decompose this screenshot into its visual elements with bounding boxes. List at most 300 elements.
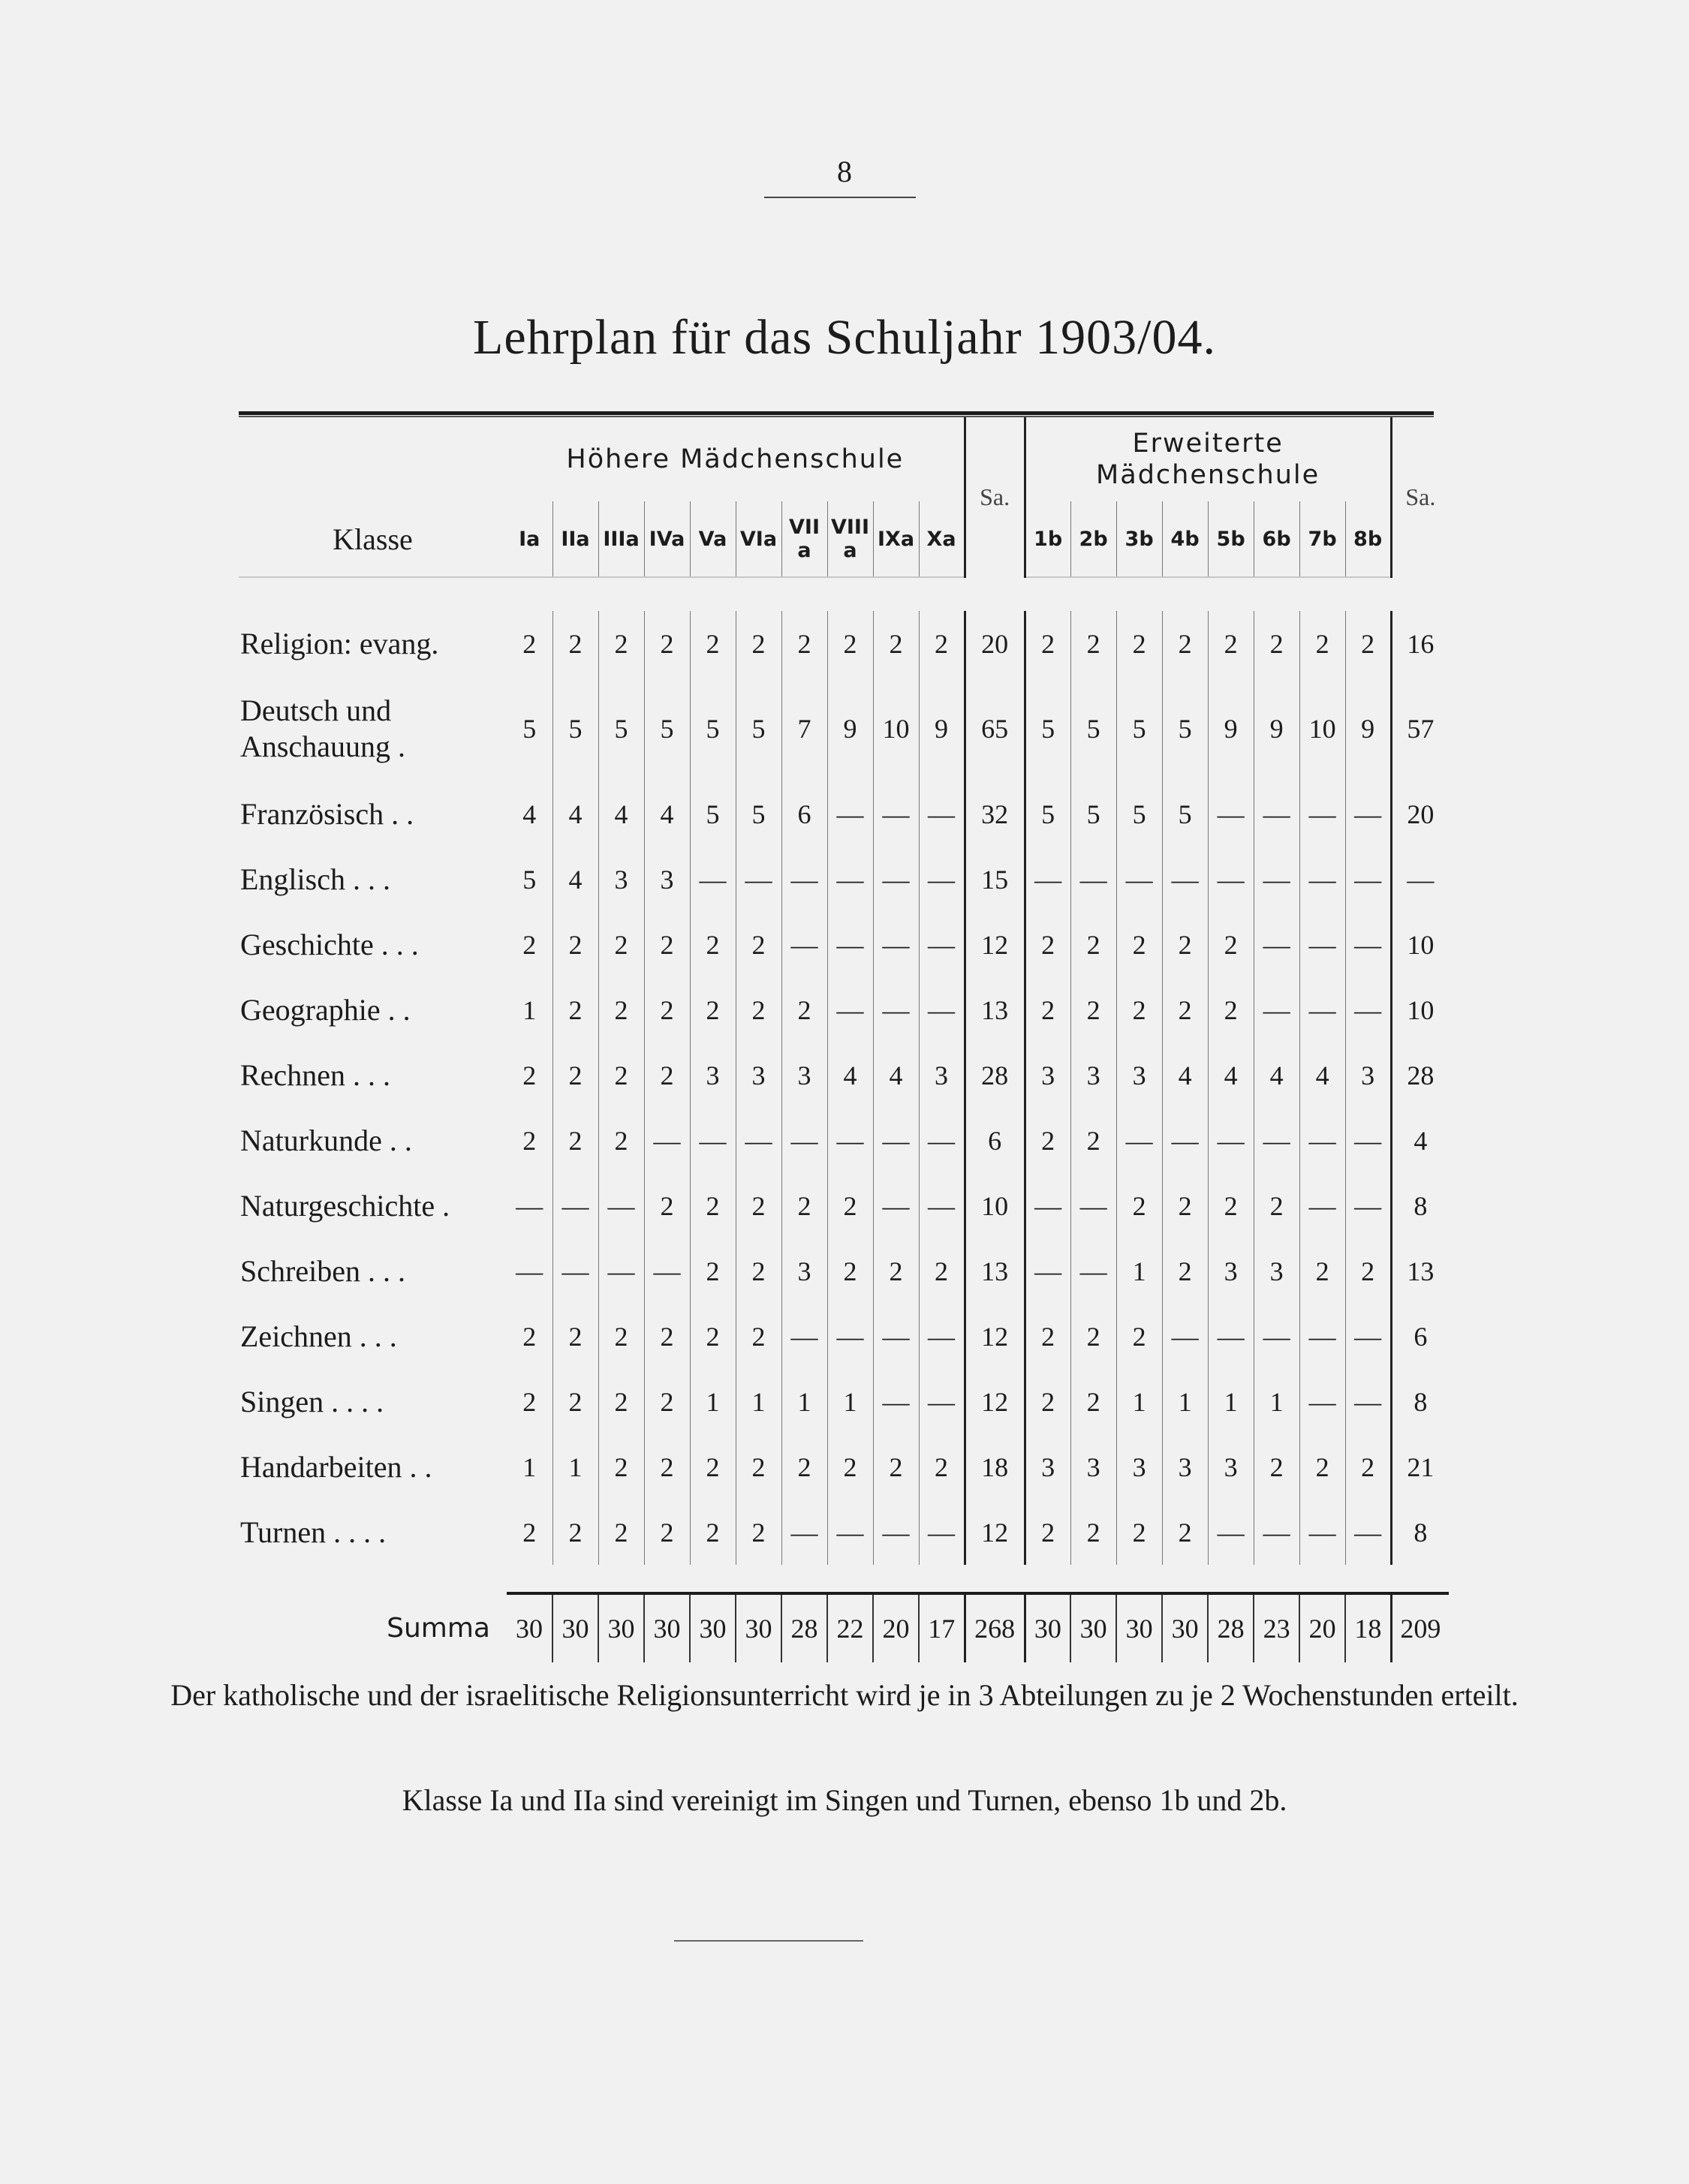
hours-cell: 2 — [736, 1500, 781, 1565]
hours-cell: — — [919, 977, 965, 1042]
hours-cell: 5 — [736, 781, 781, 847]
hours-cell: 28 — [1208, 1593, 1254, 1662]
hours-cell: 2 — [873, 611, 919, 676]
sum2-header: Sa. — [1391, 417, 1449, 577]
hours-cell: 2 — [736, 1238, 781, 1304]
hours-cell: 2 — [827, 1434, 873, 1500]
sum1-cell: 268 — [965, 1593, 1025, 1662]
subject-row — [239, 1500, 1449, 1565]
hours-cell: 2 — [1116, 1500, 1162, 1565]
hours-cell: 2 — [736, 977, 781, 1042]
hours-cell: 2 — [690, 1500, 736, 1565]
hours-cell: 2 — [736, 611, 781, 676]
hours-cell: — — [1025, 847, 1070, 912]
hours-cell: 2 — [1208, 611, 1254, 676]
hours-cell: 2 — [1025, 611, 1070, 676]
hours-cell: — — [1116, 847, 1162, 912]
row-label: Geographie . . — [240, 993, 411, 1027]
hours-cell: — — [1254, 847, 1299, 912]
row-label: Schreiben . . . — [240, 1254, 405, 1288]
hours-cell: 5 — [690, 781, 736, 847]
hours-cell: — — [1299, 977, 1345, 1042]
hours-cell: — — [507, 1173, 552, 1238]
hours-cell: 2 — [1162, 1173, 1208, 1238]
hours-cell: 2 — [781, 611, 827, 676]
hours-cell: 10 — [1299, 676, 1345, 781]
hours-cell: — — [1162, 1108, 1208, 1173]
hours-cell: — — [1162, 1304, 1208, 1369]
row-label: Handarbeiten . . — [240, 1450, 432, 1484]
hours-cell: — — [1208, 1108, 1254, 1173]
hours-cell: — — [1299, 1173, 1345, 1238]
hours-cell: — — [873, 781, 919, 847]
hours-cell: 2 — [644, 1173, 690, 1238]
col-header-4a: IVa — [644, 501, 690, 577]
hours-cell: — — [644, 1108, 690, 1173]
sum2-cell: 16 — [1391, 611, 1449, 676]
hours-cell: 2 — [1025, 1369, 1070, 1434]
hours-cell: 2 — [1070, 1304, 1116, 1369]
hours-cell: — — [507, 1238, 552, 1304]
hours-cell: — — [1299, 1108, 1345, 1173]
subject-row — [239, 1108, 1449, 1173]
hours-cell: 2 — [736, 912, 781, 977]
col-header-6a: VIa — [736, 501, 781, 577]
sum1-cell: 10 — [965, 1173, 1025, 1238]
hours-cell: 9 — [1254, 676, 1299, 781]
hours-cell: 30 — [507, 1593, 552, 1662]
sum1-cell: 12 — [965, 1304, 1025, 1369]
hours-cell: 2 — [736, 1173, 781, 1238]
sum2-cell: 10 — [1391, 977, 1449, 1042]
col-header-2b: 2b — [1070, 501, 1116, 577]
hours-cell: — — [827, 1500, 873, 1565]
hours-cell: 30 — [1162, 1593, 1208, 1662]
hours-cell: 2 — [598, 1369, 644, 1434]
hours-cell: — — [919, 1369, 965, 1434]
hours-cell: 2 — [507, 1304, 552, 1369]
hours-cell: 3 — [1025, 1434, 1070, 1500]
hours-cell: 4 — [1299, 1042, 1345, 1108]
hours-cell: 2 — [1208, 977, 1254, 1042]
bottom-rule — [674, 1940, 863, 1942]
col-header-8b: 8b — [1345, 501, 1391, 577]
hours-cell: 1 — [552, 1434, 598, 1500]
hours-cell: 2 — [690, 1238, 736, 1304]
hours-cell: 9 — [1345, 676, 1391, 781]
sum1-cell: 12 — [965, 1369, 1025, 1434]
hours-cell: 2 — [552, 611, 598, 676]
hours-cell: 20 — [1299, 1593, 1345, 1662]
hours-cell: 3 — [598, 847, 644, 912]
hours-cell: 2 — [781, 1173, 827, 1238]
hours-cell: 3 — [644, 847, 690, 912]
hours-cell: — — [781, 847, 827, 912]
hours-cell: 2 — [1025, 1304, 1070, 1369]
hours-cell: 3 — [1070, 1434, 1116, 1500]
hours-cell: — — [919, 1304, 965, 1369]
subject-row — [239, 676, 1449, 781]
sum2-cell: 21 — [1391, 1434, 1449, 1500]
hours-cell: — — [598, 1238, 644, 1304]
hours-cell: — — [1208, 1500, 1254, 1565]
hours-cell: 3 — [1116, 1434, 1162, 1500]
hours-cell: 2 — [1025, 912, 1070, 977]
hours-cell: — — [1025, 1173, 1070, 1238]
hours-cell: 5 — [1025, 781, 1070, 847]
hours-cell: — — [736, 847, 781, 912]
hours-cell: 5 — [598, 676, 644, 781]
hours-cell: 4 — [873, 1042, 919, 1108]
hours-cell: 1 — [1162, 1369, 1208, 1434]
hours-cell: 1 — [1254, 1369, 1299, 1434]
hours-cell: — — [1208, 781, 1254, 847]
hours-cell: 1 — [507, 977, 552, 1042]
hours-cell: — — [827, 1108, 873, 1173]
hours-cell: — — [1070, 847, 1116, 912]
hours-cell: — — [552, 1173, 598, 1238]
subject-row — [239, 912, 1449, 977]
hours-cell: 4 — [827, 1042, 873, 1108]
hours-cell: 2 — [644, 1500, 690, 1565]
sum1-cell: 20 — [965, 611, 1025, 676]
col-header-2a: IIa — [552, 501, 598, 577]
hours-cell: 3 — [919, 1042, 965, 1108]
hours-cell: 2 — [552, 1042, 598, 1108]
sum2-cell: 57 — [1391, 676, 1449, 781]
hours-cell: 5 — [1025, 676, 1070, 781]
hours-cell: 2 — [690, 1173, 736, 1238]
hours-cell: 2 — [507, 1042, 552, 1108]
row-label: Englisch . . . — [240, 862, 390, 896]
hours-cell: 2 — [598, 1500, 644, 1565]
hours-cell: 2 — [1116, 611, 1162, 676]
hours-cell: 2 — [1345, 611, 1391, 676]
col-header-7b: 7b — [1299, 501, 1345, 577]
hours-cell: 4 — [644, 781, 690, 847]
row-label: Naturkunde . . — [240, 1124, 412, 1157]
hours-cell: 4 — [1254, 1042, 1299, 1108]
hours-cell: 2 — [507, 912, 552, 977]
sum2-cell: 13 — [1391, 1238, 1449, 1304]
hours-cell: — — [781, 1108, 827, 1173]
hours-cell: — — [873, 912, 919, 977]
hours-cell: 2 — [1025, 1108, 1070, 1173]
hours-cell: — — [1070, 1173, 1116, 1238]
curriculum-table — [239, 417, 1449, 1662]
sum1-cell: 18 — [965, 1434, 1025, 1500]
hours-cell: 2 — [1025, 977, 1070, 1042]
hours-cell: — — [827, 1304, 873, 1369]
hours-cell: 5 — [507, 676, 552, 781]
hours-cell: 2 — [644, 611, 690, 676]
col-header-1b: 1b — [1025, 501, 1070, 577]
subject-row — [239, 781, 1449, 847]
note-religion: Der katholische und der israelitische Religionsunterricht wird je in 3 Abteilungen zu je 2 Wochenstunden erteilt. — [170, 1678, 1519, 1712]
hours-cell: 2 — [1299, 1238, 1345, 1304]
hours-cell: 2 — [1116, 912, 1162, 977]
hours-cell: — — [644, 1238, 690, 1304]
hours-cell: — — [873, 1108, 919, 1173]
sum2-cell: 6 — [1391, 1304, 1449, 1369]
hours-cell: 2 — [507, 1108, 552, 1173]
hours-cell: — — [1345, 912, 1391, 977]
hours-cell: — — [873, 847, 919, 912]
hours-cell: 9 — [919, 676, 965, 781]
hours-cell: — — [1299, 1369, 1345, 1434]
row-label: Zeichnen . . . — [240, 1319, 397, 1353]
hours-cell: 3 — [1025, 1042, 1070, 1108]
hours-cell: — — [827, 781, 873, 847]
hours-cell: 2 — [598, 1434, 644, 1500]
hours-cell: 2 — [1208, 1173, 1254, 1238]
hours-cell: 2 — [827, 1173, 873, 1238]
hours-cell: — — [827, 912, 873, 977]
col-header-3a: IIIa — [598, 501, 644, 577]
summa-row — [239, 1593, 1449, 1662]
sum1-cell: 13 — [965, 1238, 1025, 1304]
hours-cell: — — [1345, 1108, 1391, 1173]
hours-cell: 2 — [644, 977, 690, 1042]
sum2-cell: 8 — [1391, 1500, 1449, 1565]
col-header-1a: Ia — [507, 501, 552, 577]
hours-cell: 2 — [1162, 1500, 1208, 1565]
hours-cell: 2 — [1162, 977, 1208, 1042]
hours-cell: — — [1254, 1500, 1299, 1565]
group1-title: Höhere Mädchenschule — [566, 444, 905, 474]
hours-cell: 30 — [690, 1593, 736, 1662]
hours-cell: — — [873, 977, 919, 1042]
sum1-cell: 12 — [965, 912, 1025, 977]
subject-row — [239, 611, 1449, 676]
hours-cell: 17 — [919, 1593, 965, 1662]
hours-cell: — — [598, 1173, 644, 1238]
hours-cell: 5 — [507, 847, 552, 912]
page-number-rule — [764, 197, 916, 198]
col-header-6b: 6b — [1254, 501, 1299, 577]
hours-cell: 4 — [552, 847, 598, 912]
hours-cell: — — [1254, 912, 1299, 977]
hours-cell: 2 — [1208, 912, 1254, 977]
hours-cell: 2 — [644, 1304, 690, 1369]
subject-row — [239, 1434, 1449, 1500]
hours-cell: 30 — [1116, 1593, 1162, 1662]
hours-cell: — — [1299, 912, 1345, 977]
hours-cell: 4 — [598, 781, 644, 847]
sum2-cell: — — [1391, 847, 1449, 912]
hours-cell: 2 — [1162, 1238, 1208, 1304]
sum1-header: Sa. — [965, 417, 1025, 577]
note-combined-classes: Klasse Ia und IIa sind vereinigt im Singen und Turnen, ebenso 1b und 2b. — [402, 1783, 1287, 1817]
row-label: Summa — [387, 1612, 490, 1644]
hours-cell: — — [919, 781, 965, 847]
sum1-cell: 15 — [965, 847, 1025, 912]
hours-cell: — — [873, 1304, 919, 1369]
subject-row — [239, 847, 1449, 912]
hours-cell: 2 — [1116, 1304, 1162, 1369]
col-header-8a: VIII a — [827, 501, 873, 577]
hours-cell: 9 — [827, 676, 873, 781]
hours-cell: — — [873, 1369, 919, 1434]
col-header-5b: 5b — [1208, 501, 1254, 577]
hours-cell: 2 — [919, 1434, 965, 1500]
hours-cell: 5 — [1116, 781, 1162, 847]
hours-cell: 3 — [1070, 1042, 1116, 1108]
sum2-cell: 8 — [1391, 1173, 1449, 1238]
hours-cell: — — [1345, 1304, 1391, 1369]
row-label: Deutsch und Anschauung . — [240, 693, 405, 763]
row-label: Geschichte . . . — [240, 928, 419, 961]
hours-cell: — — [1299, 1500, 1345, 1565]
hours-cell: — — [1345, 1369, 1391, 1434]
row-header-label: Klasse — [239, 501, 507, 577]
hours-cell: 4 — [507, 781, 552, 847]
hours-cell: — — [1299, 781, 1345, 847]
row-label: Turnen . . . . — [240, 1515, 387, 1549]
hours-cell: 2 — [1299, 1434, 1345, 1500]
hours-cell: 20 — [873, 1593, 919, 1662]
subject-row — [239, 1304, 1449, 1369]
hours-cell: 3 — [1345, 1042, 1391, 1108]
page-number: 8 — [837, 155, 852, 188]
subject-row — [239, 1238, 1449, 1304]
col-header-9a: IXa — [873, 501, 919, 577]
hours-cell: 2 — [598, 912, 644, 977]
sum1-cell: 12 — [965, 1500, 1025, 1565]
hours-cell: 7 — [781, 676, 827, 781]
hours-cell: 1 — [1208, 1369, 1254, 1434]
sum1-cell: 65 — [965, 676, 1025, 781]
hours-cell: — — [1254, 977, 1299, 1042]
hours-cell: — — [1345, 781, 1391, 847]
hours-cell: 2 — [644, 1434, 690, 1500]
hours-cell: 2 — [1070, 977, 1116, 1042]
hours-cell: — — [1345, 847, 1391, 912]
hours-cell: 2 — [919, 611, 965, 676]
summa-gap — [239, 1565, 1449, 1593]
curriculum-table-wrapper — [239, 411, 1441, 1662]
hours-cell: 1 — [690, 1369, 736, 1434]
hours-cell: 2 — [690, 912, 736, 977]
hours-cell: 2 — [552, 1369, 598, 1434]
hours-cell: 2 — [1070, 912, 1116, 977]
hours-cell: 2 — [598, 1304, 644, 1369]
hours-cell: 5 — [552, 676, 598, 781]
hours-cell: 2 — [1070, 1108, 1116, 1173]
sum1-cell: 28 — [965, 1042, 1025, 1108]
hours-cell: 23 — [1254, 1593, 1299, 1662]
hours-cell: 2 — [644, 912, 690, 977]
hours-cell: — — [1254, 781, 1299, 847]
hours-cell: 1 — [507, 1434, 552, 1500]
hours-cell: 2 — [1025, 1500, 1070, 1565]
hours-cell: 2 — [644, 1042, 690, 1108]
hours-cell: — — [1025, 1238, 1070, 1304]
hours-cell: — — [1345, 1173, 1391, 1238]
sum2-cell: 10 — [1391, 912, 1449, 977]
hours-cell: 1 — [736, 1369, 781, 1434]
hours-cell: 2 — [1070, 1500, 1116, 1565]
hours-cell: 1 — [1116, 1238, 1162, 1304]
col-header-5a: Va — [690, 501, 736, 577]
hours-cell: — — [690, 847, 736, 912]
hours-cell: 30 — [644, 1593, 690, 1662]
hours-cell: 3 — [781, 1042, 827, 1108]
hours-cell: 2 — [1345, 1238, 1391, 1304]
row-label: Singen . . . . — [240, 1385, 384, 1418]
sum2-cell: 28 — [1391, 1042, 1449, 1108]
hours-cell: 9 — [1208, 676, 1254, 781]
hours-cell: 3 — [736, 1042, 781, 1108]
hours-cell: — — [781, 1304, 827, 1369]
col-header-4b: 4b — [1162, 501, 1208, 577]
hours-cell: — — [1254, 1108, 1299, 1173]
sum1-cell: 32 — [965, 781, 1025, 847]
subject-row — [239, 1369, 1449, 1434]
hours-cell: 3 — [690, 1042, 736, 1108]
hours-cell: — — [1299, 847, 1345, 912]
hours-cell: 2 — [598, 1042, 644, 1108]
hours-cell: 4 — [552, 781, 598, 847]
sum2-cell: 209 — [1391, 1593, 1449, 1662]
hours-cell: 2 — [736, 1304, 781, 1369]
hours-cell: 4 — [1208, 1042, 1254, 1108]
row-label: Naturgeschichte . — [240, 1189, 450, 1223]
hours-cell: 2 — [781, 977, 827, 1042]
hours-cell: 2 — [644, 1369, 690, 1434]
hours-cell: 2 — [690, 611, 736, 676]
hours-cell: — — [873, 1500, 919, 1565]
row-label: Rechnen . . . — [240, 1058, 390, 1092]
sum1-cell: 13 — [965, 977, 1025, 1042]
hours-cell: — — [1208, 847, 1254, 912]
hours-cell: — — [552, 1238, 598, 1304]
hours-cell: 6 — [781, 781, 827, 847]
hours-cell: 1 — [1116, 1369, 1162, 1434]
group2-title: Erweiterte Mädchenschule — [1096, 429, 1320, 490]
hours-cell: 3 — [1116, 1042, 1162, 1108]
hours-cell: 5 — [1070, 781, 1116, 847]
hours-cell: 2 — [552, 977, 598, 1042]
col-header-3b: 3b — [1116, 501, 1162, 577]
hours-cell: — — [690, 1108, 736, 1173]
hours-cell: — — [919, 1108, 965, 1173]
hours-cell: — — [781, 1500, 827, 1565]
sum1-cell: 6 — [965, 1108, 1025, 1173]
hours-cell: 5 — [1162, 676, 1208, 781]
hours-cell: 2 — [1345, 1434, 1391, 1500]
column-header-row — [239, 501, 1449, 577]
row-label: Religion: evang. — [240, 627, 439, 660]
hours-cell: 2 — [598, 1108, 644, 1173]
hours-cell: 2 — [507, 611, 552, 676]
hours-cell: 2 — [781, 1434, 827, 1500]
col-header-7a: VII a — [781, 501, 827, 577]
hours-cell: 2 — [1254, 1434, 1299, 1500]
hours-cell: 2 — [1299, 611, 1345, 676]
hours-cell: 2 — [1162, 611, 1208, 676]
hours-cell: 3 — [781, 1238, 827, 1304]
hours-cell: 5 — [1116, 676, 1162, 781]
hours-cell: 5 — [644, 676, 690, 781]
hours-cell: 2 — [552, 912, 598, 977]
hours-cell: 2 — [507, 1500, 552, 1565]
hours-cell: 2 — [598, 611, 644, 676]
hours-cell: 5 — [1070, 676, 1116, 781]
hours-cell: 2 — [1070, 611, 1116, 676]
hours-cell: — — [919, 1173, 965, 1238]
hours-cell: 5 — [1162, 781, 1208, 847]
